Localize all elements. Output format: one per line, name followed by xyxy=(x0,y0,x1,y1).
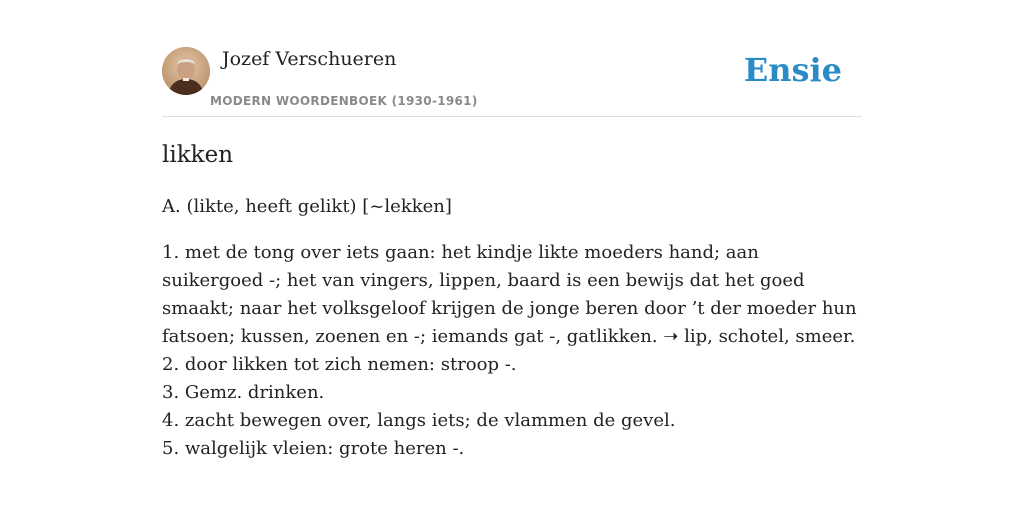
sense-item: 2. door likken tot zich nemen: stroop -. xyxy=(162,354,517,375)
brand-logo[interactable]: Ensie xyxy=(743,51,842,89)
sense-item: 4. zacht bewegen over, langs iets; de vlammen de gevel. xyxy=(162,410,676,431)
sense-item: 3. Gemz. drinken. xyxy=(162,382,325,403)
author-portrait-icon xyxy=(162,47,210,95)
source-label[interactable]: MODERN WOORDENBOEK (1930-1961) xyxy=(210,94,478,108)
entry-grammar: A. (likte, heeft gelikt) [~lekken] xyxy=(162,196,452,217)
sense-item: 5. walgelijk vleien: grote heren -. xyxy=(162,438,465,459)
entry-term: likken xyxy=(162,142,234,168)
author-avatar[interactable] xyxy=(162,47,210,95)
author-name[interactable]: Jozef Verschueren xyxy=(222,48,397,70)
sense-item: 1. met de tong over iets gaan: het kindje likte moeders hand; aan suikergoed -; het van vingers, lippen, baard is een bewijs dat het goed smaakt; naar het volksgeloof krijgen de jonge beren door ’t der moeder hun fatsoen; kussen, zoenen en -; iemands gat -, gatlikken. ➝ lip, schotel, smeer. xyxy=(162,242,857,347)
sense-list xyxy=(162,239,862,463)
entry-header xyxy=(162,44,862,117)
